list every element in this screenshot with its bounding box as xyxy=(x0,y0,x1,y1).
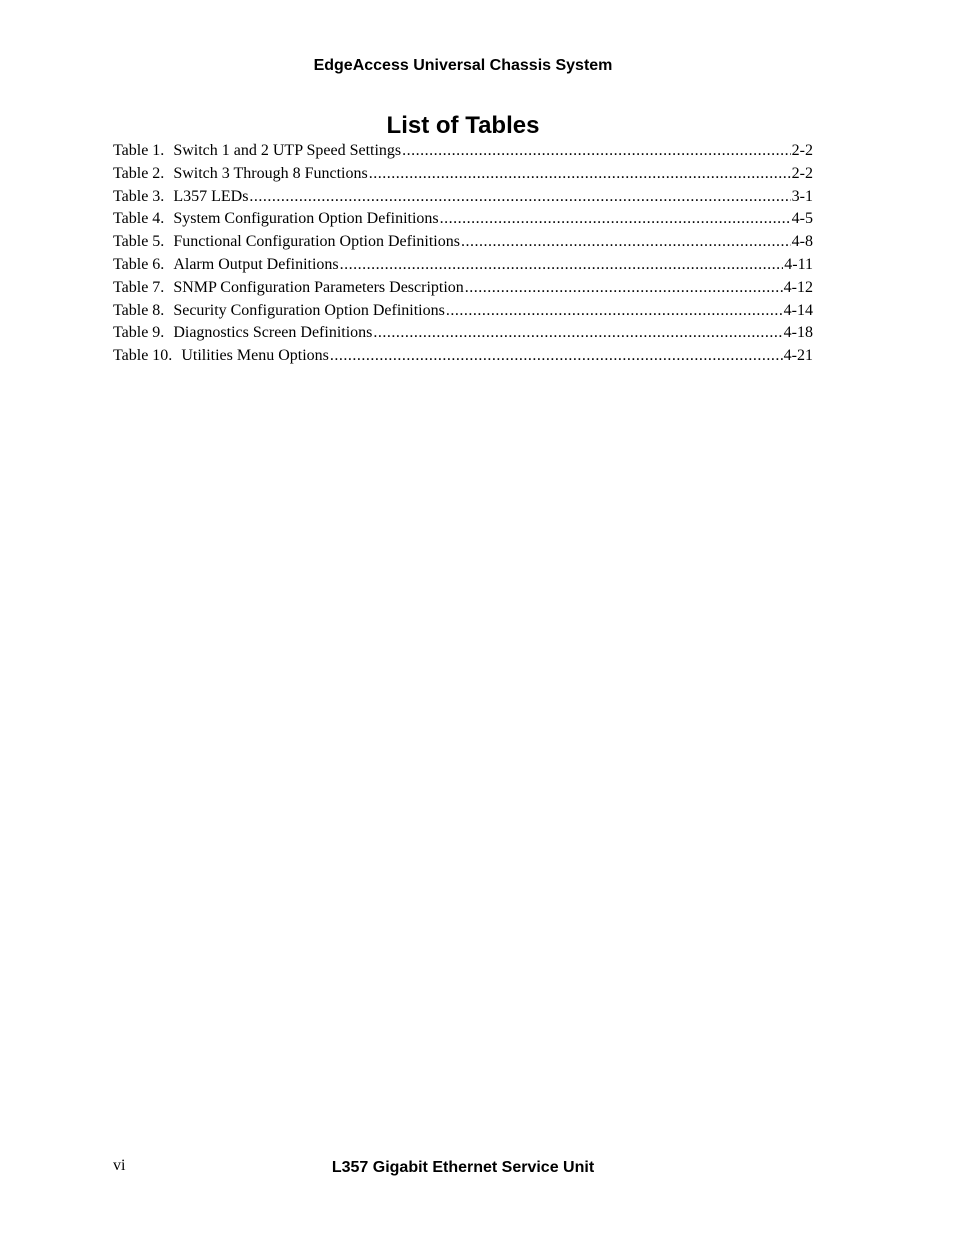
page-reference: 2-2 xyxy=(791,164,813,182)
table-number: Table 4. xyxy=(113,210,165,228)
table-title: L357 LEDs xyxy=(173,187,249,205)
toc-entry[interactable] xyxy=(113,345,813,368)
table-title: Alarm Output Definitions xyxy=(173,255,339,273)
running-header: EdgeAccess Universal Chassis System xyxy=(313,57,613,74)
toc-entry[interactable] xyxy=(113,300,813,323)
table-number: Table 1. xyxy=(113,142,165,159)
toc-entry[interactable] xyxy=(113,140,813,163)
dot-leader xyxy=(446,300,783,323)
table-title: SNMP Configuration Parameters Description xyxy=(173,278,464,296)
dot-leader xyxy=(369,163,791,186)
table-number: Table 6. xyxy=(113,255,165,273)
dot-leader xyxy=(465,277,783,300)
list-of-tables xyxy=(113,140,813,368)
dot-leader xyxy=(461,231,791,254)
toc-entry[interactable] xyxy=(113,208,813,231)
table-title: Diagnostics Screen Definitions xyxy=(173,324,373,342)
page-reference: 4-11 xyxy=(784,255,813,273)
toc-entry[interactable] xyxy=(113,322,813,345)
table-title: Utilities Menu Options xyxy=(181,347,329,365)
dot-leader xyxy=(249,186,790,209)
table-title: Security Configuration Option Definitions xyxy=(173,301,445,319)
page-reference: 4-8 xyxy=(791,233,813,251)
page-reference: 3-1 xyxy=(791,187,813,205)
dot-leader xyxy=(373,322,782,345)
dot-leader xyxy=(340,254,784,277)
table-title: Switch 3 Through 8 Functions xyxy=(173,164,368,182)
page-reference: 4-12 xyxy=(783,278,813,296)
page-reference: 4-18 xyxy=(783,324,813,342)
toc-entry[interactable] xyxy=(113,186,813,209)
table-title: System Configuration Option Definitions xyxy=(173,210,439,228)
dot-leader xyxy=(330,345,783,368)
table-number: Table 5. xyxy=(113,233,165,251)
page-reference: 4-21 xyxy=(783,347,813,365)
toc-entry[interactable] xyxy=(113,163,813,186)
toc-entry[interactable] xyxy=(113,277,813,300)
table-number: Table 8. xyxy=(113,301,165,319)
table-number: Table 9. xyxy=(113,324,165,342)
toc-entry[interactable] xyxy=(113,254,813,277)
toc-entry[interactable] xyxy=(113,231,813,254)
table-title: Functional Configuration Option Definitions xyxy=(173,233,460,251)
table-number: Table 3. xyxy=(113,187,165,205)
page-reference: 2-2 xyxy=(791,142,813,159)
dot-leader xyxy=(402,140,791,163)
page-title: List of Tables xyxy=(386,112,540,139)
table-number: Table 2. xyxy=(113,164,165,182)
dot-leader xyxy=(440,208,791,231)
footer-title: L357 Gigabit Ethernet Service Unit xyxy=(331,1159,595,1176)
table-number: Table 10. xyxy=(113,347,173,365)
page-reference: 4-14 xyxy=(783,301,813,319)
footer-page-number: vi xyxy=(113,1157,126,1174)
table-number: Table 7. xyxy=(113,278,165,296)
table-title: Switch 1 and 2 UTP Speed Settings xyxy=(173,142,402,159)
page-reference: 4-5 xyxy=(791,210,813,228)
